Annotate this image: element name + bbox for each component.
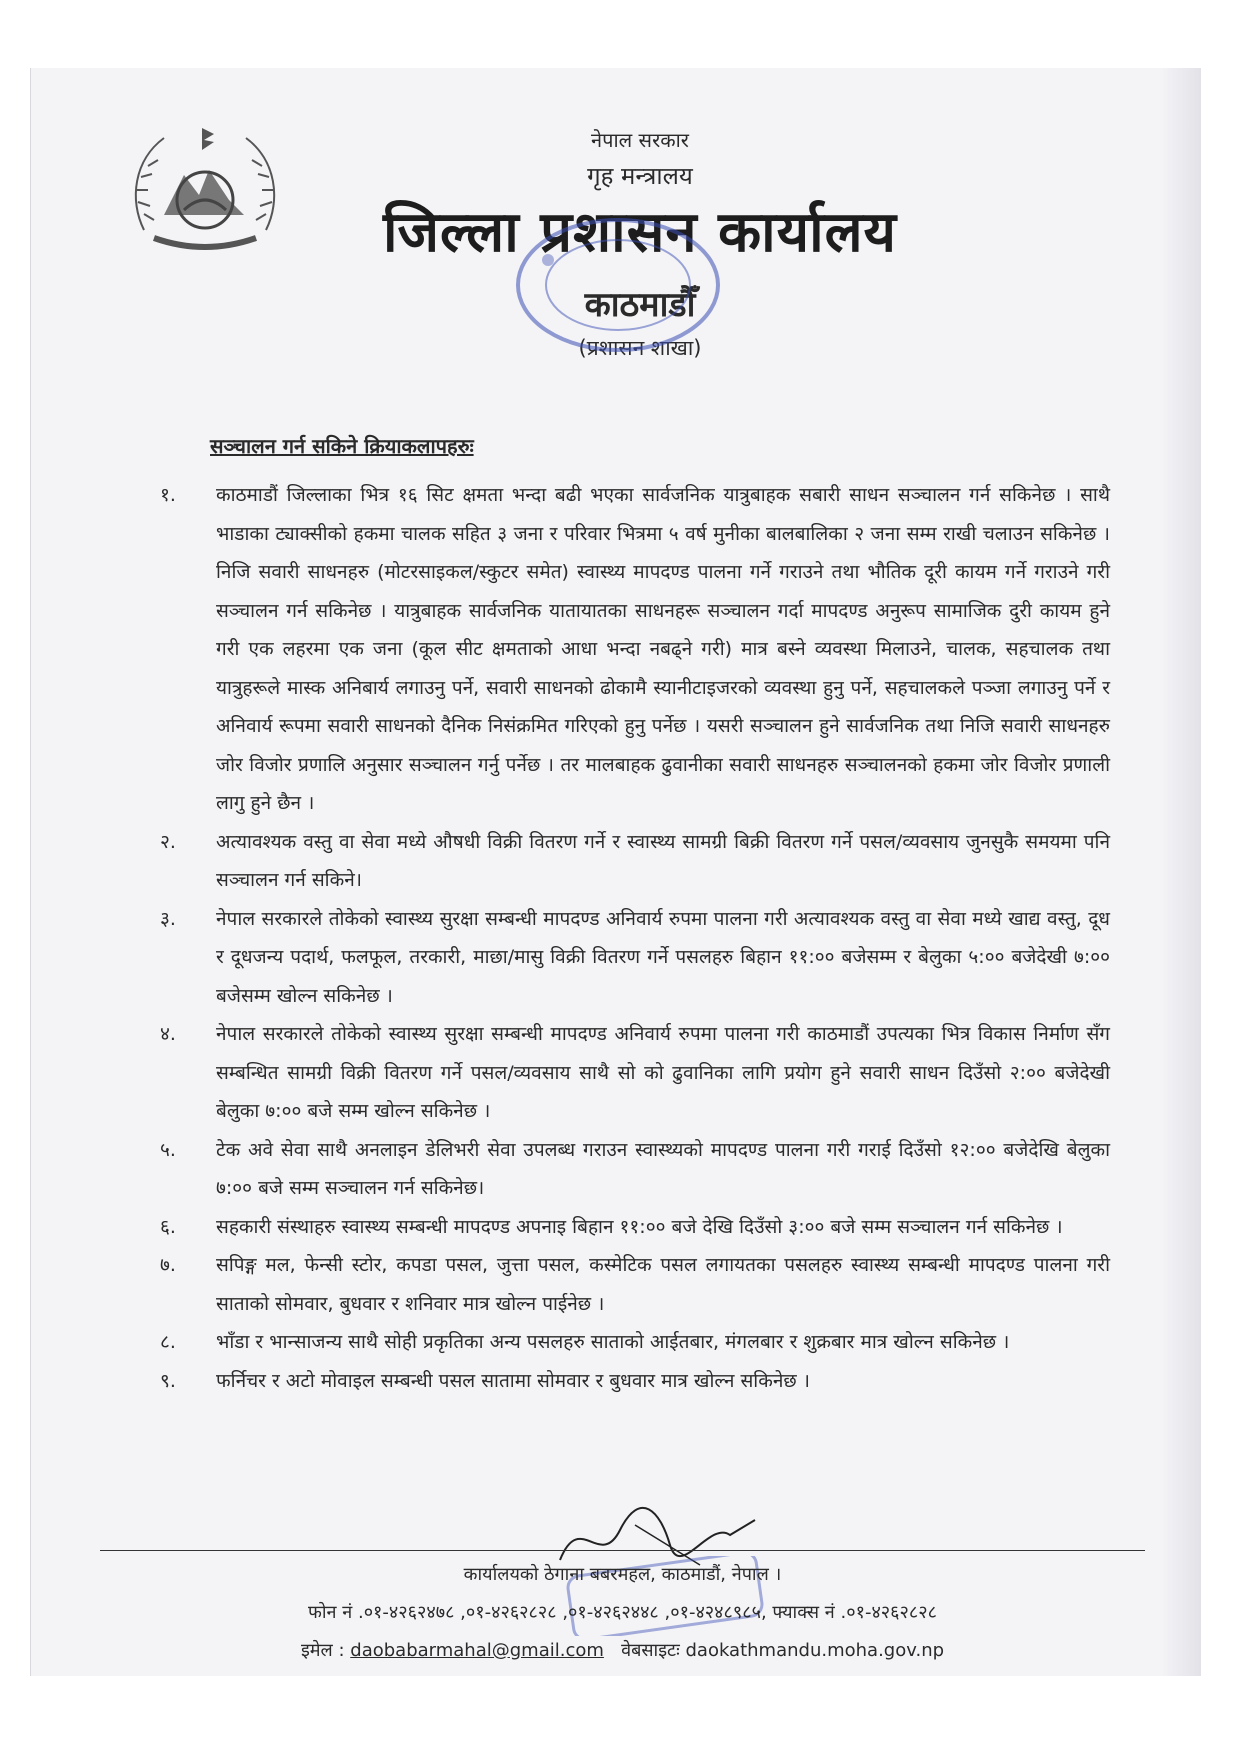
list-item: [160, 1015, 1110, 1131]
list-item: [160, 1246, 1110, 1323]
footer: [100, 1556, 1145, 1670]
item-number: ४.: [160, 1023, 176, 1045]
item-text: काठमाडौं जिल्लाका भित्र १६ सिट क्षमता भन्दा बढी भएका सार्वजनिक यात्रुबाहक सबारी साधन सञ्चालन गर्न सकिनेछ । साथै भाडाका ट्याक्सीको हकमा चालक सहित ३ जना र परिवार भित्रमा ५ वर्ष मुनीका बालबालिका २ जना सम्म राखी चलाउन सकिनेछ । निजि सवारी साधनहरु (मोटरसाइकल/स्कुटर समेत) स्वास्थ्य मापदण्ड पालना गर्ने गराउने तथा भौतिक दूरी कायम गर्ने गराउने गरी सञ्चालन गर्न सकिनेछ । यात्रुबाहक सार्वजनिक यातायातका साधनहरू सञ्चालन गर्दा मापदण्ड अनुरूप सामाजिक दुरी कायम हुने गरी एक लहरमा एक जना (कूल सीट क्षमताको आधा भन्दा नबढ्ने गरी) मात्र बस्ने व्यवस्था मिलाउने, चालक, सहचालक तथा यात्रुहरूले मास्क अनिबार्य लगाउनु पर्ने, सवारी साधनको ढोकामै स्यानीटाइजरको व्यवस्था हुनु पर्ने, सहचालकले पञ्जा लगाउनु पर्ने र अनिवार्य रूपमा सवारी साधनको दैनिक निसंक्रमित गरिएको हुनु पर्नेछ । यसरी सञ्चालन हुने सार्वजनिक तथा निजि सवारी साधनहरु जोर विजोर प्रणालि अनुसार सञ्चालन गर्नु पर्नेछ । तर मालबाहक ढुवानीका सवारी साधनहरु सञ्चालनको हकमा जोर विजोर प्रणाली लागु हुने छैन ।: [216, 484, 1110, 814]
section-title: सञ्चालन गर्न सकिने क्रियाकलापहरुः: [210, 434, 474, 458]
ministry-name: गृह मन्त्रालय: [587, 162, 693, 190]
page-fold-shadow: [1161, 68, 1201, 1676]
item-number: २.: [160, 830, 176, 853]
branch-name: (प्रशासन शाखा): [578, 336, 702, 360]
item-text: अत्यावश्यक वस्तु वा सेवा मध्ये औषधी विक्री वितरण गर्ने र स्वास्थ्य सामग्री बिक्री वितरण गर्ने पसल/व्यवसाय जुनसुकै समयमा पनि सञ्चालन गर्न सकिने।: [216, 830, 1110, 891]
website-text: daokathmandu.moha.gov.np: [685, 1640, 945, 1661]
activity-list: [160, 476, 1110, 1400]
item-number: ८.: [160, 1331, 176, 1353]
footer-divider: [100, 1550, 1145, 1551]
list-item: [160, 1323, 1110, 1362]
item-number: ३.: [160, 907, 176, 930]
email-label: इमेल :: [300, 1640, 345, 1661]
item-number: ५.: [160, 1138, 176, 1161]
item-text: टेक अवे सेवा साथै अनलाइन डेलिभरी सेवा उपलब्ध गराउन स्वास्थ्यको मापदण्ड पालना गरी गराई दिउँसो १२:०० बजेदेखि बेलुका ७:०० बजे सम्म सञ्चालन गर्न सकिनेछ।: [216, 1138, 1110, 1199]
item-text: भाँडा र भान्साजन्य साथै सोही प्रकृतिका अन्य पसलहरु साताको आईतबार, मंगलबार र शुक्रबार मात्र खोल्न सकिनेछ ।: [216, 1331, 1010, 1353]
item-text: सपिङ्ग मल, फेन्सी स्टोर, कपडा पसल, जुत्ता पसल, कस्मेटिक पसल लगायतका पसलहरु स्वास्थ्य सम्बन्धी मापदण्ड पालना गरी साताको सोमवार, बुधवार र शनिवार मात्र खोल्न पाईनेछ ।: [216, 1254, 1110, 1315]
district-name: काठमाडौँ: [584, 285, 696, 325]
contact-line: [100, 1632, 1145, 1670]
item-number: ७.: [160, 1254, 176, 1276]
item-text: सहकारी संस्थाहरु स्वास्थ्य सम्बन्धी मापदण्ड अपनाइ बिहान ११:०० बजे देखि दिउँसो ३:०० बजे सम्म सञ्चालन गर्न सकिनेछ ।: [216, 1215, 1063, 1238]
phone-numbers: फोन नं .०१-४२६२४७८ ,०१-४२६२८२८ ,०१-४२६२४४८ ,०१-४२४८९८५, फ्याक्स नं .०१-४२६२८२८: [308, 1602, 937, 1623]
item-text: नेपाल सरकारले तोकेको स्वास्थ्य सुरक्षा सम्बन्धी मापदण्ड अनिवार्य रुपमा पालना गरी अत्यावश्यक वस्तु वा सेवा मध्ये खाद्य वस्तु, दूध र दूधजन्य पदार्थ, फलफूल, तरकारी, माछा/मासु विक्री वितरण गर्ने पसलहरु बिहान ११:०० बजेसम्म र बेलुका ५:०० बजेदेखी ७:०० बजेसम्म खोल्न सकिनेछ ।: [216, 907, 1110, 1007]
nepal-emblem-icon: [124, 120, 286, 262]
item-number: ६.: [160, 1215, 176, 1238]
list-item: [160, 476, 1110, 823]
item-number: ९.: [160, 1369, 176, 1392]
list-item: [160, 823, 1110, 900]
list-item: [160, 1131, 1110, 1208]
list-item: [160, 1208, 1110, 1247]
office-address: कार्यालयको ठेगाना बबरमहल, काठमाडौं, नेपाल ।: [463, 1564, 782, 1585]
website-label: वेबसाइटः: [621, 1640, 680, 1661]
item-number: १.: [160, 484, 176, 506]
email-link[interactable]: daobabarmahal@gmail.com: [350, 1640, 604, 1661]
item-text: नेपाल सरकारले तोकेको स्वास्थ्य सुरक्षा सम्बन्धी मापदण्ड अनिवार्य रुपमा पालना गरी काठमाडौं उपत्यका भित्र विकास निर्माण सँग सम्बन्धित सामग्री विक्री वितरण गर्ने पसल/व्यवसाय साथै सो को ढुवानिका लागि प्रयोग हुने सवारी साधन दिउँसो २:०० बजेदेखी बेलुका ७:०० बजे सम्म खोल्न सकिनेछ ।: [216, 1023, 1110, 1122]
official-seal-stamp: [508, 210, 728, 360]
list-item: [160, 1362, 1110, 1401]
item-text: फर्निचर र अटो मोवाइल सम्बन्धी पसल सातामा सोमवार र बुधवार मात्र खोल्न सकिनेछ ।: [216, 1369, 810, 1392]
government-name: नेपाल सरकार: [591, 128, 689, 152]
office-name: जिल्ला प्रशासन कार्यालय: [382, 199, 898, 265]
list-item: [160, 900, 1110, 1016]
